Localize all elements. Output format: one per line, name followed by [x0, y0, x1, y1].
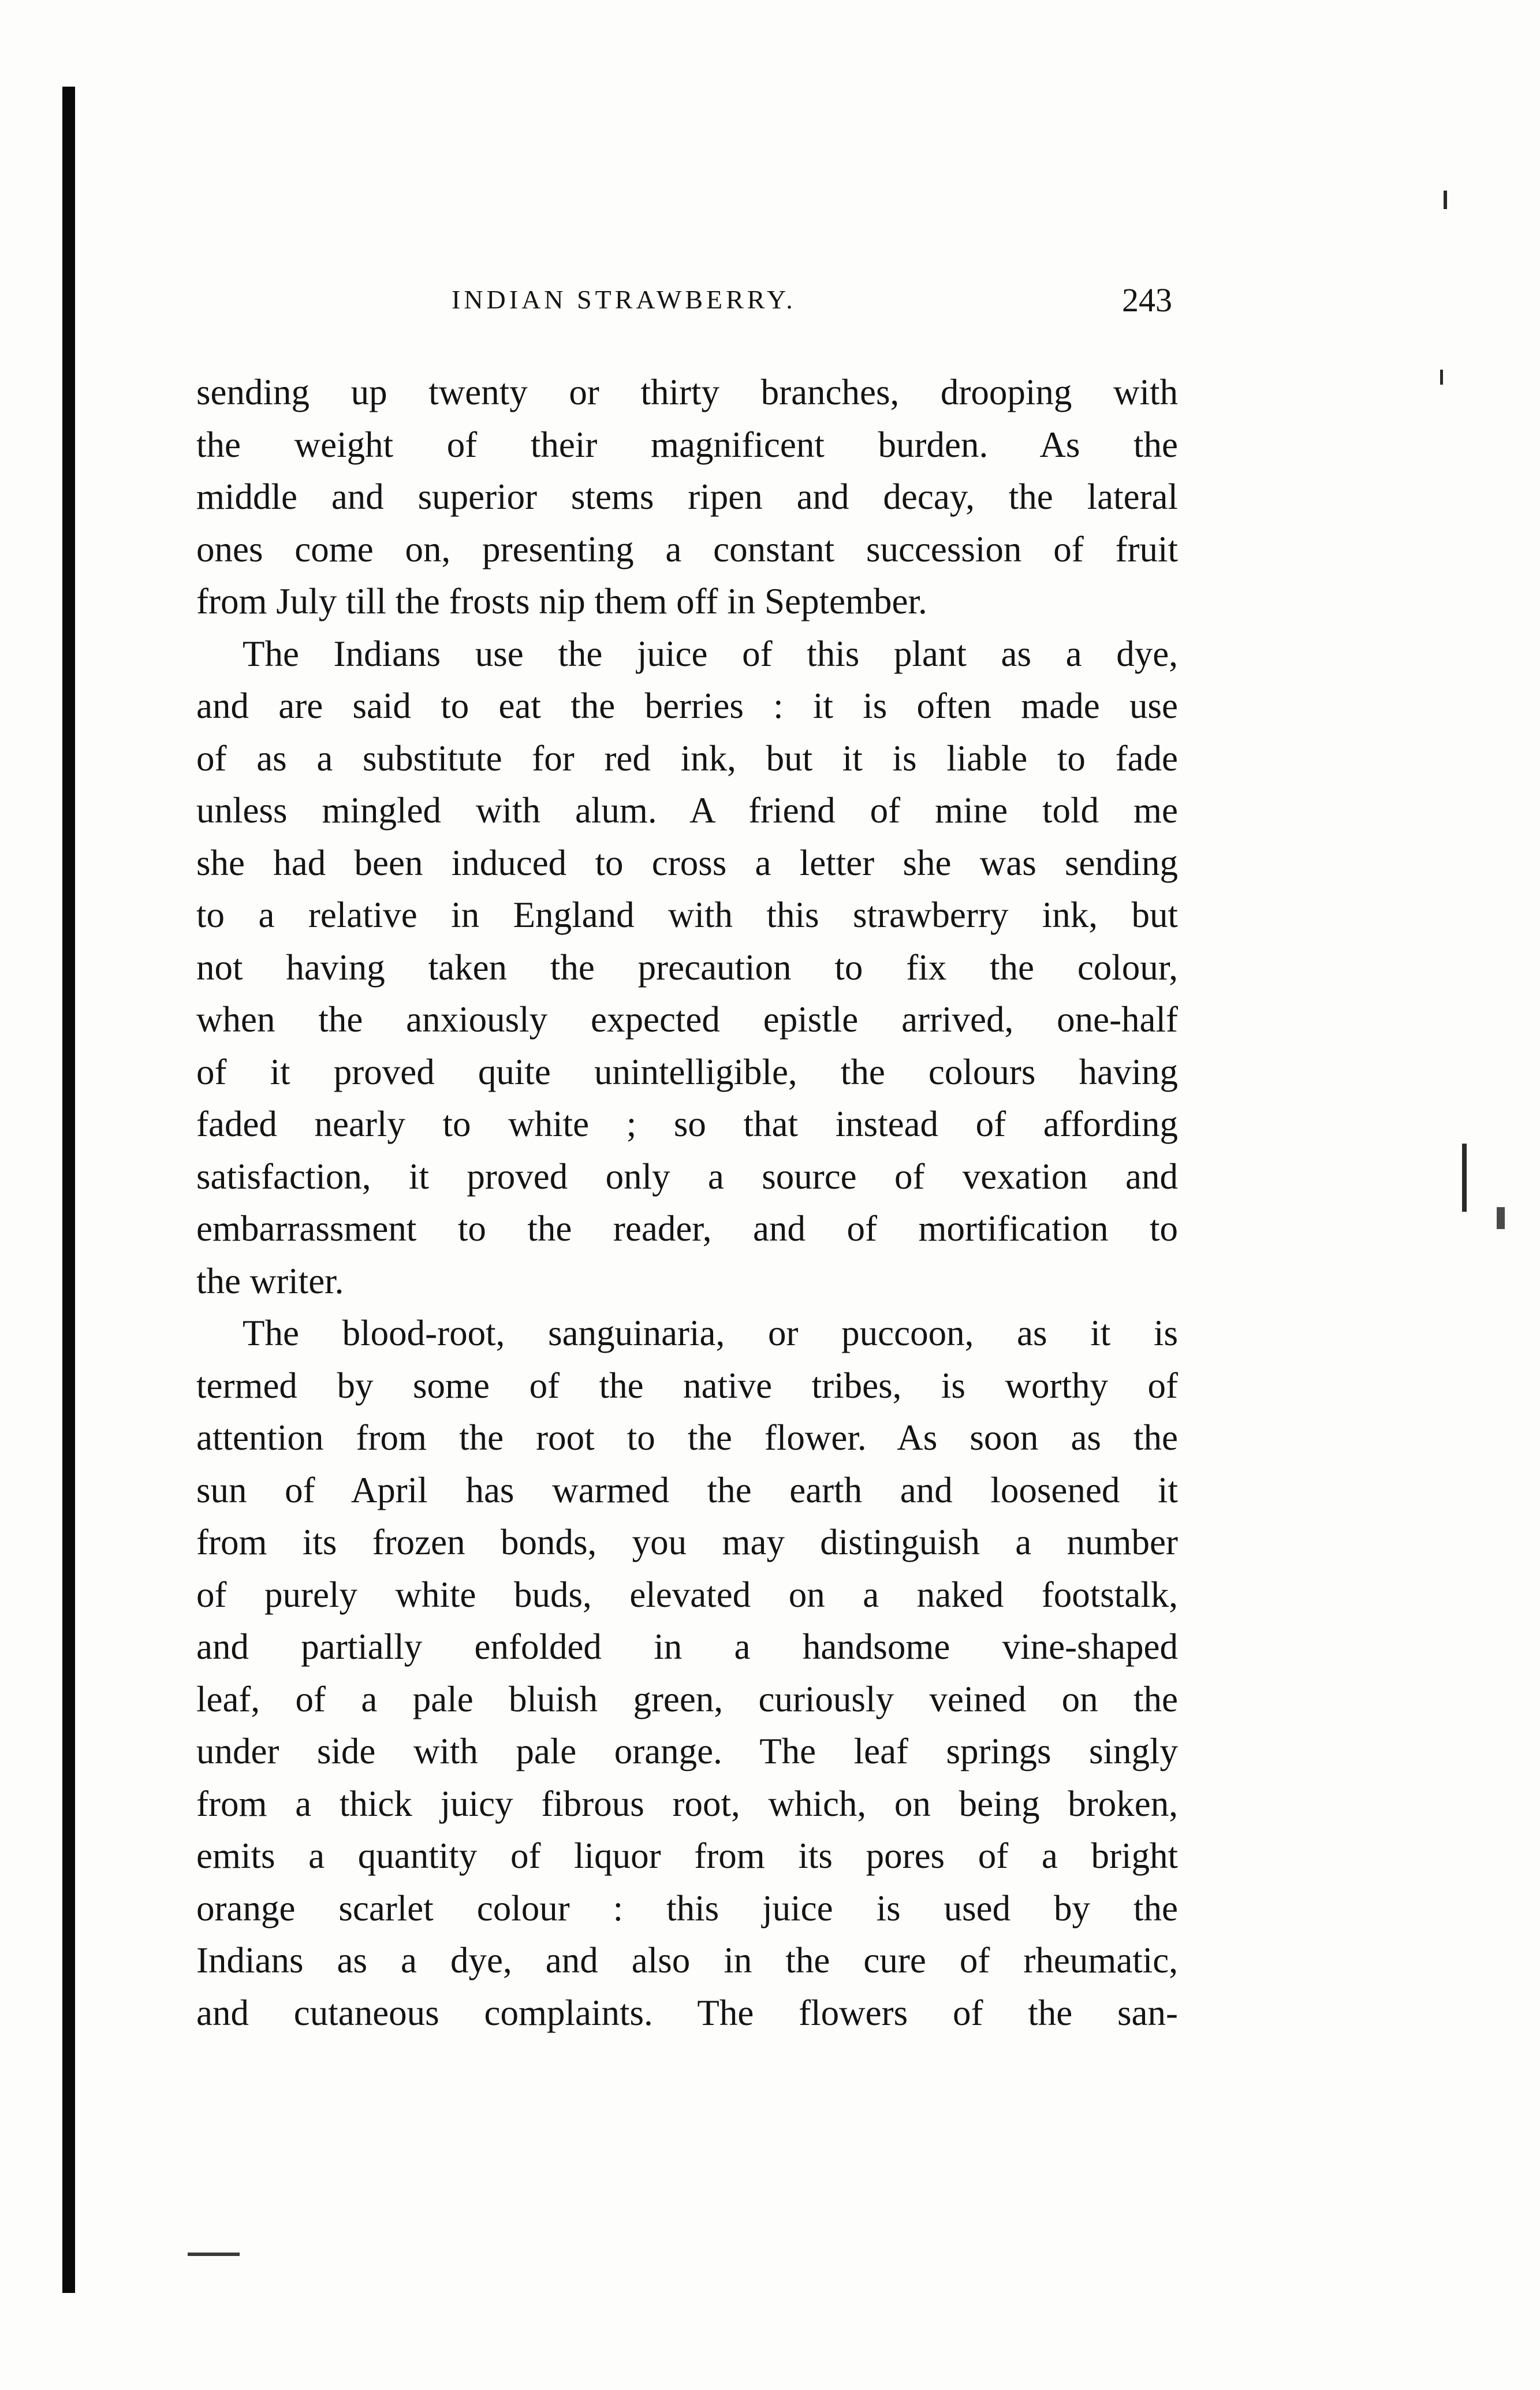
text-line: termed by some of the native tribes, is worthy of: [196, 1365, 1178, 1406]
text-line: orange scarlet colour : this juice is used by the: [196, 1888, 1178, 1929]
text-line: of purely white buds, elevated on a naked footstalk,: [196, 1574, 1178, 1615]
text-line: under side with pale orange. The leaf springs singly: [196, 1731, 1178, 1771]
text-line: the weight of their magnificent burden. As the: [196, 424, 1178, 465]
text-line: and cutaneous complaints. The flowers of the san-: [196, 1992, 1178, 2033]
text-line: satisfaction, it proved only a source of vexation and: [196, 1156, 1178, 1197]
text-line: attention from the root to the flower. As soon as the: [196, 1417, 1178, 1458]
binding-edge: [62, 87, 75, 2293]
scan-artifact-mark: [1462, 1144, 1467, 1212]
paragraph-start-line: The blood-root, sanguinaria, or puccoon, as it is: [243, 1313, 1178, 1353]
text-line: sending up twenty or thirty branches, drooping with: [196, 372, 1178, 412]
text-line: Indians as a dye, and also in the cure of rheumatic,: [196, 1940, 1178, 1981]
running-head: [191, 281, 1172, 325]
text-line: when the anxiously expected epistle arrived, one-half: [196, 999, 1178, 1040]
body-text: [196, 366, 1178, 2039]
text-line: ones come on, presenting a constant succession of fruit: [196, 528, 1178, 569]
text-line: from a thick juicy fibrous root, which, on being broken,: [196, 1783, 1178, 1824]
text-line: emits a quantity of liquor from its pores of a bright: [196, 1836, 1178, 1876]
text-line: embarrassment to the reader, and of mortification to: [196, 1208, 1178, 1249]
text-line: and are said to eat the berries : it is often made use: [196, 686, 1178, 726]
text-line: from July till the frosts nip them off in September.: [196, 581, 927, 621]
text-line: of it proved quite unintelligible, the colours having: [196, 1051, 1178, 1092]
scan-artifact-mark: [1440, 370, 1443, 385]
text-line: to a relative in England with this strawberry ink, but: [196, 895, 1178, 935]
scan-artifact-mark: [188, 2253, 240, 2256]
text-line: she had been induced to cross a letter she was sending: [196, 842, 1178, 883]
scan-artifact-mark: [1444, 191, 1447, 209]
text-line: and partially enfolded in a handsome vine-shaped: [196, 1626, 1178, 1667]
text-line: sun of April has warmed the earth and loosened it: [196, 1469, 1178, 1510]
text-line: the writer.: [196, 1260, 344, 1301]
text-line: not having taken the precaution to fix the colour,: [196, 947, 1178, 988]
paragraph-start-line: The Indians use the juice of this plant as a dye,: [243, 633, 1178, 674]
text-line: of as a substitute for red ink, but it is liable to fade: [196, 738, 1178, 779]
running-title: INDIAN STRAWBERRY.: [452, 285, 796, 314]
text-line: faded nearly to white ; so that instead of affording: [196, 1104, 1178, 1144]
text-line: from its frozen bonds, you may distinguish a number: [196, 1522, 1178, 1562]
text-line: unless mingled with alum. A friend of mine told me: [196, 790, 1178, 831]
text-line: leaf, of a pale bluish green, curiously veined on the: [196, 1678, 1178, 1719]
page-number: 243: [1122, 281, 1172, 319]
scan-artifact-mark: [1497, 1207, 1505, 1229]
text-line: middle and superior stems ripen and decay, the lateral: [196, 476, 1178, 517]
